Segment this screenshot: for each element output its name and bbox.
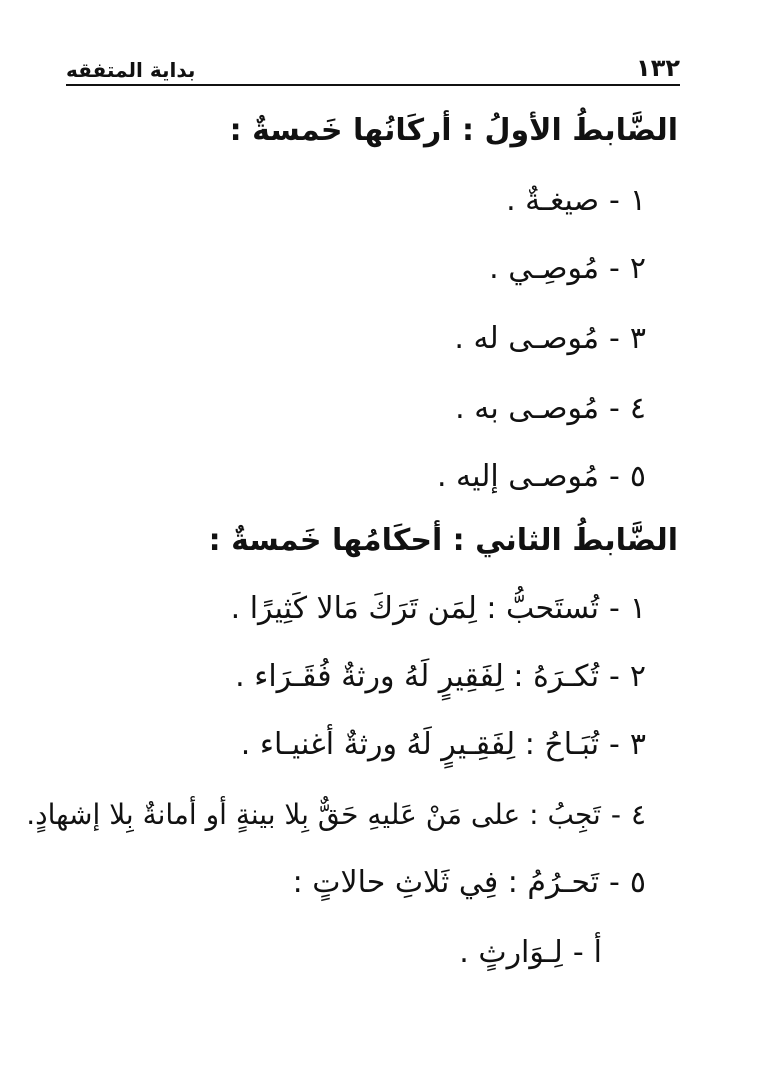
item-text: تَجِبُ : على مَنْ عَليهِ حَقٌّ بِلا بينةٍ أو أمانةٌ بِلا إشهادٍ. bbox=[26, 798, 601, 831]
section-1-item-5: ٥-مُوصـى إليه . bbox=[437, 456, 646, 498]
item-number: ٢ bbox=[629, 659, 646, 694]
item-number: ٤ bbox=[630, 798, 646, 831]
item-text: مُوصـى إليه . bbox=[436, 459, 600, 494]
section-2-item-4: ٤-تَجِبُ : على مَنْ عَليهِ حَقٌّ بِلا بينةٍ أو أمانةٌ بِلا إشهادٍ. bbox=[26, 794, 646, 836]
section-2-subitem-a: أ-لِـوَارثٍ . bbox=[459, 932, 602, 974]
item-number: ٢ bbox=[629, 251, 646, 286]
item-text: تُكـرَهُ : لِفَقِيرٍ لَهُ ورثةٌ فُقَـرَاء . bbox=[235, 659, 600, 694]
item-text: مُوصـى له . bbox=[454, 321, 600, 356]
item-text: تَحـرُمُ : فِي ثَلاثِ حالاتٍ : bbox=[292, 865, 600, 900]
item-number: ٤ bbox=[629, 391, 646, 426]
item-text: تُبَـاحُ : لِفَقِـيرٍ لَهُ ورثةٌ أغنيـاء . bbox=[240, 727, 600, 762]
section-1-item-1: ١-صيغـةٌ . bbox=[506, 180, 646, 222]
section-1-item-3: ٣-مُوصـى له . bbox=[454, 318, 646, 360]
section-2-heading: الضَّابطُ الثاني : أحكَامُها خَمسةٌ : bbox=[208, 523, 678, 558]
section-2-item-1: ١-تُستَحبُّ : لِمَن تَرَكَ مَالا كَثِيرًا . bbox=[231, 588, 646, 630]
section-2-item-5: ٥-تَحـرُمُ : فِي ثَلاثِ حالاتٍ : bbox=[293, 862, 646, 904]
item-number: ١ bbox=[629, 591, 646, 626]
section-2-item-3: ٣-تُبَـاحُ : لِفَقِـيرٍ لَهُ ورثةٌ أغنيـاء . bbox=[241, 724, 646, 766]
subitem-letter: أ bbox=[593, 935, 602, 970]
item-number: ٥ bbox=[629, 459, 646, 494]
section-1-item-4: ٤-مُوصـى به . bbox=[455, 388, 646, 430]
section-1-heading: الضَّابطُ الأولُ : أركَانُها خَمسةٌ : bbox=[229, 113, 678, 148]
header-rule bbox=[66, 84, 680, 86]
section-2-item-2: ٢-تُكـرَهُ : لِفَقِيرٍ لَهُ ورثةٌ فُقَـرَاء . bbox=[235, 656, 646, 698]
item-number: ١ bbox=[629, 183, 646, 218]
section-1-item-2: ٢-مُوصِـي . bbox=[489, 248, 646, 290]
subitem-text: لِـوَارثٍ . bbox=[459, 935, 563, 970]
item-text: تُستَحبُّ : لِمَن تَرَكَ مَالا كَثِيرًا . bbox=[230, 591, 600, 626]
page-header bbox=[66, 46, 680, 84]
book-title: بداية المتفقه bbox=[66, 58, 196, 82]
item-number: ٣ bbox=[629, 321, 646, 356]
item-number: ٣ bbox=[629, 727, 646, 762]
item-text: مُوصِـي . bbox=[489, 251, 600, 286]
item-number: ٥ bbox=[629, 865, 646, 900]
page-number: ١٣٢ bbox=[636, 54, 680, 82]
item-text: مُوصـى به . bbox=[455, 391, 600, 426]
item-text: صيغـةٌ . bbox=[506, 183, 600, 218]
